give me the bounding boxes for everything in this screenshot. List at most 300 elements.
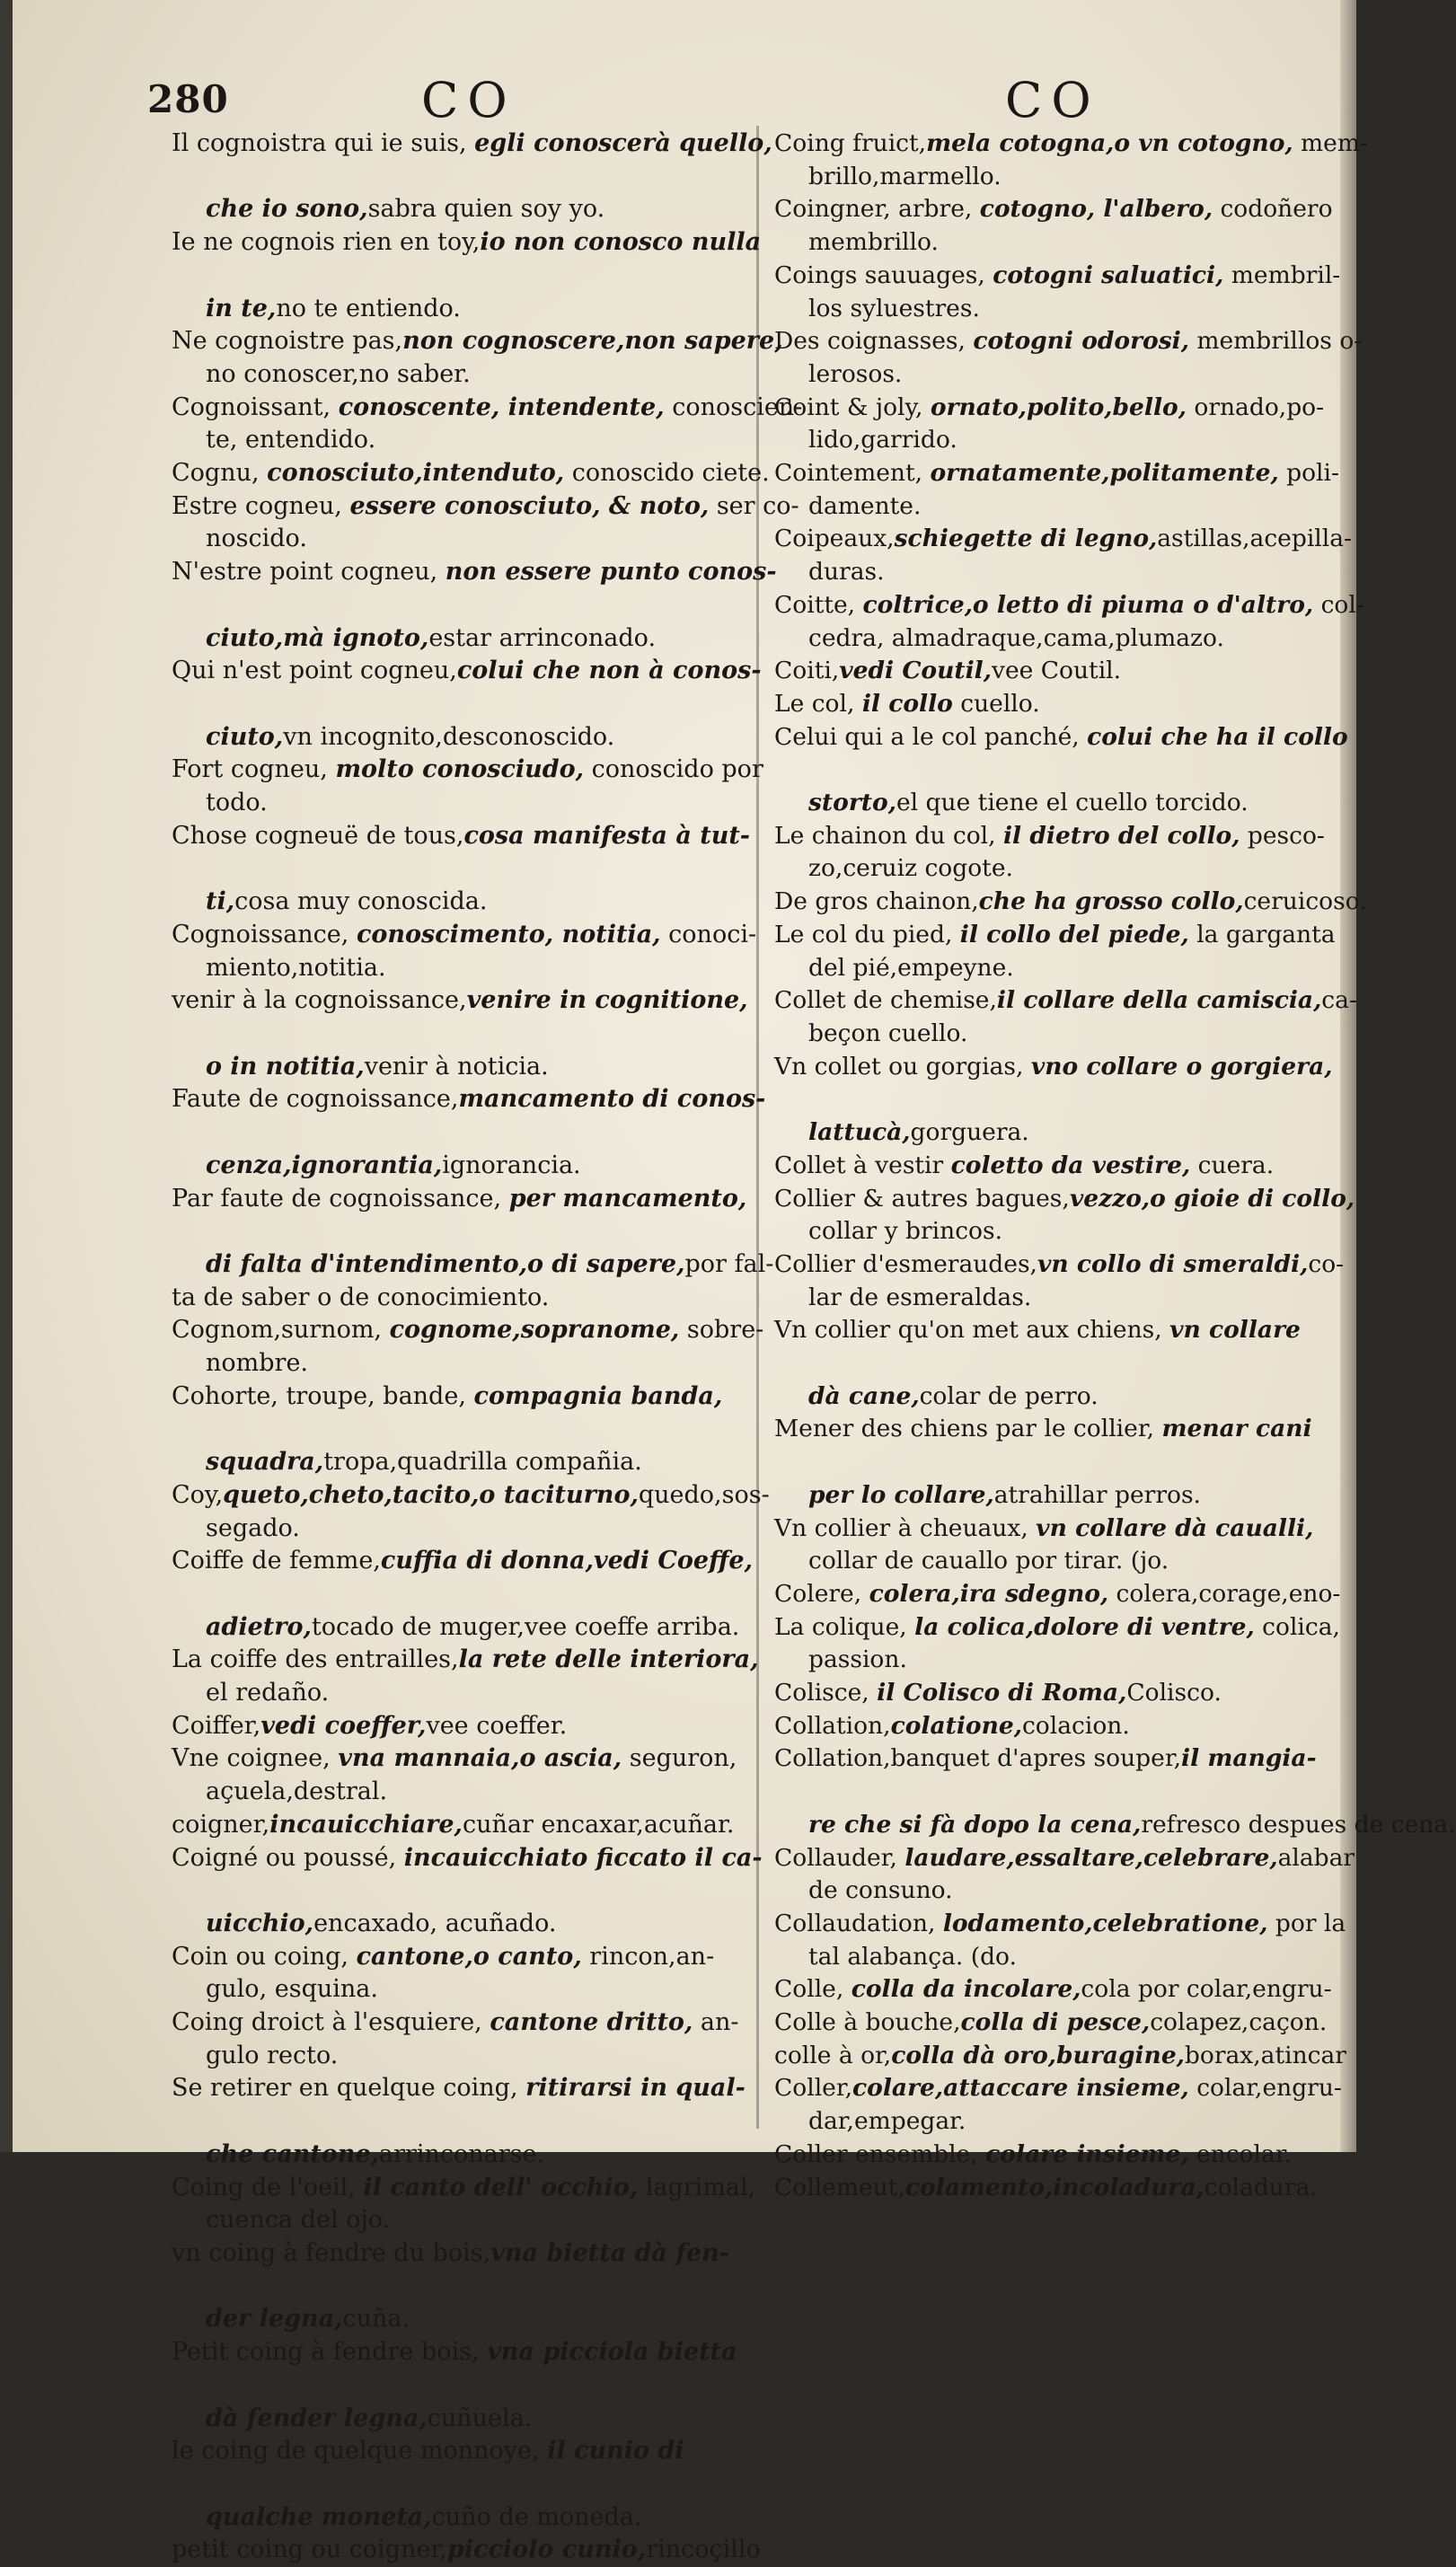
dictionary-entry bbox=[774, 128, 1368, 193]
entry-l2: seguron, bbox=[622, 1744, 737, 1773]
page-number: 280 bbox=[147, 77, 229, 121]
entry-l1: Vn collet ou gorgias, bbox=[774, 1052, 1031, 1081]
dictionary-entry bbox=[172, 1644, 759, 1709]
entry-l2: colera,corage,eno- bbox=[1108, 1579, 1341, 1608]
entry-l1: Ne cognoistre pas, bbox=[172, 327, 403, 356]
page-header bbox=[13, 72, 1356, 135]
entry-r: tropa,quadrilla compañia. bbox=[323, 1448, 642, 1477]
entry-r: de consuno. bbox=[808, 1876, 953, 1905]
entry-l1: Collemeut, bbox=[774, 2173, 905, 2201]
entry-r: lerosos. bbox=[808, 359, 903, 388]
entry-l2: cola por colar,engru- bbox=[1081, 1975, 1332, 2004]
entry-r: todo. bbox=[206, 789, 268, 817]
entry-r: el redaño. bbox=[206, 1679, 330, 1707]
dictionary-entry bbox=[774, 589, 1364, 655]
entry-i1: colla di pesce, bbox=[960, 2008, 1151, 2037]
entry-i1: vedi coeffer, bbox=[260, 1711, 427, 1740]
entry-r: estar arrinconado. bbox=[428, 623, 657, 652]
entry-l2: pesco- bbox=[1240, 821, 1325, 850]
right-column bbox=[774, 128, 1456, 2204]
entry-i1: vna picciola bietta bbox=[487, 2338, 737, 2367]
dictionary-entry bbox=[774, 1742, 1456, 1841]
dictionary-entry bbox=[172, 655, 762, 754]
entry-i1: compagnia banda, bbox=[473, 1381, 723, 1410]
entry-i1: vna bietta dà fen- bbox=[490, 2239, 729, 2267]
entry-l1: Cognu, bbox=[172, 459, 268, 488]
entry-r: el que tiene el cuello torcido. bbox=[896, 789, 1249, 817]
entry-i1: cantone,o canto, bbox=[356, 1942, 582, 1971]
dictionary-entry bbox=[172, 2534, 761, 2567]
dictionary-entry bbox=[172, 226, 762, 325]
entry-l1: Vn collier qu'on met aux chiens, bbox=[774, 1316, 1170, 1345]
entry-l1: Coing droict à l'esquiere, bbox=[172, 2008, 490, 2037]
dictionary-entry bbox=[172, 1083, 766, 1182]
left-column-heading: CO bbox=[421, 72, 516, 128]
entry-i1: colla dà oro,buragine, bbox=[891, 2041, 1185, 2069]
entry-l2: cuera. bbox=[1190, 1151, 1275, 1179]
entry-l2: coladura. bbox=[1204, 2173, 1318, 2201]
entry-i1: la rete delle interiora, bbox=[458, 1645, 759, 1674]
entry-i2: ciuto,mà ignoto, bbox=[206, 623, 429, 652]
entry-l1: Collier d'esmeraudes, bbox=[774, 1249, 1037, 1278]
entry-r: cuño de moneda. bbox=[431, 2502, 642, 2531]
entry-r: lido,garrido. bbox=[808, 426, 957, 454]
entry-r: encaxado, acuñado. bbox=[313, 1909, 557, 1937]
entry-i1: colamento,incoladura, bbox=[904, 2173, 1205, 2201]
entry-i1: vno collare o gorgiera, bbox=[1030, 1052, 1333, 1081]
dictionary-entry bbox=[774, 1710, 1336, 1743]
dictionary-entry bbox=[172, 325, 783, 391]
dictionary-entry bbox=[774, 1578, 1341, 1611]
entry-i2: ti, bbox=[206, 887, 235, 916]
entry-l2: membril- bbox=[1223, 260, 1341, 289]
dictionary-entry bbox=[172, 2237, 755, 2336]
dictionary-entry bbox=[172, 2336, 755, 2435]
dictionary-entry bbox=[172, 457, 770, 490]
entry-i1: il collare della camiscia, bbox=[996, 986, 1322, 1015]
entry-l1: Coy, bbox=[172, 1480, 224, 1509]
entry-l1: Faute de cognoissance, bbox=[172, 1085, 459, 1114]
entry-i1: colera,ira sdegno, bbox=[869, 1579, 1109, 1608]
entry-i1: cuffia di donna,vedi Coeffe, bbox=[380, 1547, 753, 1575]
entry-i2: adietro, bbox=[206, 1612, 312, 1641]
entry-i1: coletto da vestire, bbox=[950, 1151, 1191, 1179]
entry-l1: Fort cogneu, bbox=[172, 755, 336, 784]
entry-l1: Coings sauuages, bbox=[774, 260, 993, 289]
entry-l1: Colisce, bbox=[774, 1679, 878, 1707]
entry-l2: colacion. bbox=[1021, 1711, 1130, 1740]
entry-i1: vezzo,o gioie di collo, bbox=[1069, 1184, 1355, 1213]
entry-l2: cuñar encaxar,acuñar. bbox=[462, 1810, 735, 1839]
dictionary-entry bbox=[172, 2007, 755, 2072]
entry-i2: dà fender legna, bbox=[206, 2404, 428, 2432]
entry-l2: poli- bbox=[1278, 459, 1339, 488]
entry-i1: che ha grosso collo, bbox=[978, 887, 1244, 916]
entry-r: nombre. bbox=[206, 1349, 308, 1378]
entry-l2: colapez,caçon. bbox=[1150, 2008, 1328, 2037]
dictionary-entry bbox=[172, 392, 803, 457]
left-column bbox=[172, 128, 803, 2567]
dictionary-entry bbox=[172, 1183, 774, 1282]
entry-i1: mancamento di conos- bbox=[458, 1085, 766, 1114]
entry-r: refresco despues de cena. bbox=[1141, 1810, 1456, 1839]
entry-i1: il canto dell' occhio, bbox=[363, 2173, 639, 2201]
entry-l2: an- bbox=[693, 2008, 739, 2037]
entry-i2: di falta d'intendimento,o di sapere, bbox=[206, 1249, 685, 1278]
entry-l1: Petit coing à fendre bois, bbox=[172, 2338, 488, 2367]
entry-l1: Colle, bbox=[774, 1975, 852, 2004]
dictionary-entry bbox=[774, 1611, 1340, 1677]
column-divider bbox=[756, 126, 759, 2129]
entry-i1: cantone dritto, bbox=[490, 2008, 693, 2037]
entry-i1: venire in cognitione, bbox=[466, 986, 748, 1015]
entry-l2: rincoçillo bbox=[646, 2536, 761, 2564]
entry-r: cedra, almadraque,cama,plumazo. bbox=[808, 623, 1224, 652]
entry-l1: Collation, bbox=[774, 1711, 891, 1740]
entry-l2: encolar. bbox=[1188, 2139, 1292, 2168]
entry-l2: conoscido ciete. bbox=[564, 459, 770, 488]
entry-r: arrinconarse. bbox=[378, 2139, 545, 2168]
entry-l2: por la bbox=[1267, 1909, 1346, 1937]
entry-i1: schiegette di legno, bbox=[894, 525, 1158, 553]
entry-l1: Cointement, bbox=[774, 459, 931, 488]
entry-l1: Coller, bbox=[774, 2074, 853, 2103]
entry-i1: vn collare bbox=[1169, 1316, 1301, 1345]
dictionary-entry bbox=[774, 1908, 1346, 1973]
entry-l2: co- bbox=[1308, 1249, 1345, 1278]
entry-l1: Des coignasses, bbox=[774, 327, 974, 356]
entry-l1: Coipeaux, bbox=[774, 525, 895, 553]
entry-l1: N'estre point cogneu, bbox=[172, 558, 446, 587]
entry-r: brillo,marmello. bbox=[808, 162, 1002, 190]
entry-r: passion. bbox=[808, 1645, 907, 1674]
entry-i2: squadra, bbox=[206, 1448, 324, 1477]
dictionary-entry bbox=[774, 1314, 1336, 1413]
entry-i1: non essere punto conos- bbox=[445, 558, 777, 587]
entry-i1: il Colisco di Roma, bbox=[877, 1679, 1127, 1707]
entry-l1: colle à or, bbox=[774, 2041, 892, 2069]
entry-i1: il collo del piede, bbox=[959, 920, 1189, 948]
entry-i1: vn collare dà caualli, bbox=[1036, 1513, 1314, 1542]
dictionary-entry bbox=[172, 1545, 755, 1644]
entry-l1: Le col, bbox=[774, 689, 862, 718]
entry-l2: sobre- bbox=[679, 1316, 764, 1345]
entry-l1: Estre cogneu, bbox=[172, 491, 350, 520]
entry-l1: Coint & joly, bbox=[774, 393, 931, 421]
entry-r: no conoscer,no saber. bbox=[206, 359, 471, 388]
entry-l2: conoci- bbox=[660, 920, 757, 948]
entry-r: miento,notitia. bbox=[206, 953, 386, 982]
entry-l1: Cognoissance, bbox=[172, 920, 357, 948]
entry-i2: der legna, bbox=[206, 2305, 343, 2333]
entry-l1: Collaudation, bbox=[774, 1909, 943, 1937]
entry-l1: vn coing à fendre du bois, bbox=[172, 2239, 491, 2267]
entry-r: beçon cuello. bbox=[808, 1019, 968, 1047]
entry-l1: Le col du pied, bbox=[774, 920, 960, 948]
dictionary-entry bbox=[774, 655, 1336, 688]
dictionary-entry bbox=[172, 1282, 755, 1315]
dictionary-entry bbox=[774, 1248, 1345, 1314]
right-column-heading: CO bbox=[1005, 72, 1100, 128]
entry-r: tal alabança. (do. bbox=[808, 1942, 1017, 1971]
entry-i1: cognome,sopranome, bbox=[389, 1316, 680, 1345]
entry-i1: il cunio di bbox=[547, 2437, 684, 2466]
entry-r: noscido. bbox=[206, 525, 307, 553]
entry-l1: Coing de l'oeil, bbox=[172, 2173, 364, 2201]
entry-l2: ca- bbox=[1321, 986, 1357, 1015]
entry-l1: Cognom,surnom, bbox=[172, 1316, 390, 1345]
entry-l1: ta de saber o de conocimiento. bbox=[172, 1283, 550, 1311]
entry-i1: picciolo cunio, bbox=[446, 2536, 647, 2564]
dictionary-entry bbox=[172, 2435, 755, 2534]
entry-r: membrillo. bbox=[808, 228, 939, 257]
entry-l1: Se retirer en quelque coing, bbox=[172, 2074, 526, 2103]
entry-l1: Coing fruict, bbox=[774, 129, 927, 157]
dictionary-entry bbox=[172, 1842, 763, 1941]
dictionary-entry bbox=[774, 2072, 1342, 2138]
book-page bbox=[13, 0, 1456, 2564]
entry-i1: cotogni odorosi, bbox=[973, 327, 1189, 356]
entry-i1: laudare,essaltare,celebrare, bbox=[904, 1843, 1278, 1872]
entry-i1: molto conosciudo, bbox=[335, 755, 585, 784]
dictionary-entry bbox=[774, 1051, 1336, 1150]
entry-i1: ritirarsi in qual- bbox=[525, 2074, 746, 2103]
dictionary-entry bbox=[774, 193, 1336, 259]
entry-r: por fal- bbox=[684, 1249, 774, 1278]
entry-i1: incauicchiare, bbox=[269, 1810, 463, 1839]
entry-l1: La coiffe des entrailles, bbox=[172, 1645, 459, 1674]
entry-l2: ser co- bbox=[709, 491, 799, 520]
entry-l2: colica, bbox=[1254, 1612, 1340, 1641]
entry-i1: ornato,polito,bello, bbox=[930, 393, 1187, 421]
entry-i1: vn collo di smeraldi, bbox=[1037, 1249, 1309, 1278]
entry-i1: conoscente, intendente, bbox=[338, 393, 665, 421]
entry-i1: il mangia- bbox=[1181, 1744, 1317, 1773]
entry-i1: non cognoscere,non sapere, bbox=[402, 327, 783, 356]
entry-l1: Ie ne cognois rien en toy, bbox=[172, 228, 481, 257]
entry-l2: vee Coutil. bbox=[991, 657, 1122, 685]
entry-l1: Coller ensemble, bbox=[774, 2139, 986, 2168]
entry-i1: colui che ha il collo bbox=[1087, 722, 1348, 751]
entry-i2: o in notitia, bbox=[206, 1052, 365, 1081]
entry-i1: colare insieme, bbox=[985, 2139, 1189, 2168]
entry-i1: essere conosciuto, & noto, bbox=[349, 491, 710, 520]
entry-l1: Vne coignee, bbox=[172, 1744, 339, 1773]
entry-r: collar de cauallo por tirar. (jo. bbox=[808, 1547, 1169, 1575]
entry-l1: Par faute de cognoissance, bbox=[172, 1184, 509, 1213]
entry-l1: Collier & autres bagues, bbox=[774, 1184, 1070, 1213]
entry-i1: mela cotogna,o vn cotogno, bbox=[926, 129, 1293, 157]
scan-left-edge bbox=[0, 0, 13, 2152]
entry-l2: colar,engru- bbox=[1188, 2074, 1342, 2103]
entry-r: colar de perro. bbox=[919, 1381, 1099, 1410]
entry-i1: vna mannaia,o ascia, bbox=[338, 1744, 622, 1773]
dictionary-entry bbox=[172, 1381, 755, 1479]
entry-l2: mem- bbox=[1293, 129, 1368, 157]
entry-r: collar y brincos. bbox=[808, 1217, 1003, 1246]
entry-l2: membrillos o- bbox=[1188, 327, 1363, 356]
dictionary-entry bbox=[172, 1479, 770, 1545]
entry-l1: Collet à vestir bbox=[774, 1151, 951, 1179]
entry-l1: Coin ou coing, bbox=[172, 1942, 357, 1971]
entry-i2: re che si fà dopo la cena, bbox=[808, 1810, 1142, 1839]
entry-r: tocado de muger,vee coeffe arriba. bbox=[311, 1612, 740, 1641]
entry-l1: Celui qui a le col panché, bbox=[774, 722, 1088, 751]
entry-i1: conosciuto,intenduto, bbox=[267, 459, 565, 488]
entry-l1: Colle à bouche, bbox=[774, 2008, 961, 2037]
entry-i2: dà cane, bbox=[808, 1381, 920, 1410]
entry-r: atrahillar perros. bbox=[993, 1480, 1201, 1509]
entry-l1: Chose cogneuë de tous, bbox=[172, 821, 464, 850]
dictionary-entry bbox=[774, 919, 1336, 984]
dictionary-entry bbox=[774, 1973, 1336, 2007]
entry-i1: cotogni saluatici, bbox=[993, 260, 1224, 289]
entry-i2: qualche moneta, bbox=[206, 2502, 432, 2531]
entry-l2: borax,atincar bbox=[1184, 2041, 1346, 2069]
dictionary-entry bbox=[774, 2040, 1346, 2073]
entry-l2: col- bbox=[1313, 590, 1364, 619]
entry-l2: vee coeffer. bbox=[426, 1711, 568, 1740]
entry-l2: cuello. bbox=[952, 689, 1040, 718]
entry-l1: Vn collier à cheuaux, bbox=[774, 1513, 1037, 1542]
dictionary-entry bbox=[774, 1183, 1355, 1248]
entry-i1: il dietro del collo, bbox=[1002, 821, 1240, 850]
entry-i1: egli conoscerà quello, bbox=[474, 129, 772, 157]
entry-l1: Collauder, bbox=[774, 1843, 905, 1872]
entry-i1: queto,cheto,tacito,o taciturno, bbox=[223, 1480, 639, 1509]
dictionary-entry bbox=[774, 886, 1367, 919]
entry-l1: Le chainon du col, bbox=[774, 821, 1003, 850]
dictionary-entry bbox=[774, 820, 1336, 886]
entry-l2: codoñero bbox=[1213, 195, 1333, 224]
dictionary-entry bbox=[774, 2139, 1336, 2172]
entry-r: damente. bbox=[808, 491, 922, 520]
entry-i2: per lo collare, bbox=[808, 1480, 994, 1509]
entry-l1: De gros chainon, bbox=[774, 887, 979, 916]
entry-i2: storto, bbox=[808, 789, 896, 817]
dictionary-entry bbox=[172, 919, 755, 984]
entry-r: ignorancia. bbox=[442, 1151, 581, 1179]
dictionary-entry bbox=[172, 1710, 755, 1743]
entry-l1: Cognoissant, bbox=[172, 393, 339, 421]
dictionary-entry bbox=[172, 128, 772, 226]
entry-r: cuñuela. bbox=[427, 2404, 533, 2432]
entry-l1: Coiffer, bbox=[172, 1711, 261, 1740]
dictionary-entry bbox=[774, 2007, 1336, 2040]
entry-l1: Collet de chemise, bbox=[774, 986, 997, 1015]
dictionary-entry bbox=[774, 984, 1357, 1050]
entry-l1: La colique, bbox=[774, 1612, 915, 1641]
dictionary-entry bbox=[774, 392, 1336, 457]
entry-l1: Qui n'est point cogneu, bbox=[172, 657, 457, 685]
entry-i1: menar cani bbox=[1161, 1415, 1312, 1443]
entry-r: cosa muy conoscida. bbox=[234, 887, 488, 916]
entry-l1: Collation,banquet d'apres souper, bbox=[774, 1744, 1181, 1773]
dictionary-entry bbox=[774, 1150, 1336, 1183]
entry-r: no te entiendo. bbox=[276, 294, 461, 322]
entry-l2: lagrimal, bbox=[638, 2173, 756, 2201]
dictionary-entry bbox=[172, 1941, 755, 2007]
dictionary-entry bbox=[774, 1677, 1336, 1710]
entry-i1: lodamento,celebratione, bbox=[942, 1909, 1268, 1937]
dictionary-entry bbox=[774, 1513, 1336, 1578]
entry-l2: Colisco. bbox=[1126, 1679, 1222, 1707]
entry-r: los syluestres. bbox=[808, 294, 980, 322]
entry-r: açuela,destral. bbox=[206, 1777, 388, 1806]
entry-i1: il collo bbox=[861, 689, 953, 718]
entry-i2: che io sono, bbox=[206, 195, 368, 224]
entry-r: venir à noticia. bbox=[364, 1052, 549, 1081]
entry-i1: incauicchiato ficcato il ca- bbox=[403, 1843, 763, 1872]
entry-i1: colla da incolare, bbox=[851, 1975, 1081, 2004]
dictionary-entry bbox=[172, 2172, 755, 2237]
entry-i2: uicchio, bbox=[206, 1909, 314, 1937]
dictionary-entry bbox=[172, 1314, 764, 1380]
entry-l1: Colere, bbox=[774, 1579, 869, 1608]
entry-r: cuña. bbox=[342, 2305, 410, 2333]
entry-l2: ornado,po- bbox=[1186, 393, 1325, 421]
entry-l1: Il cognoistra qui ie suis, bbox=[172, 129, 475, 157]
entry-l1: petit coing ou coigner, bbox=[172, 2536, 447, 2564]
dictionary-entry bbox=[774, 457, 1339, 523]
entry-l2: ceruicoso. bbox=[1243, 887, 1367, 916]
entry-r: segado. bbox=[206, 1513, 300, 1542]
entry-i1: ornatamente,politamente, bbox=[930, 459, 1279, 488]
dictionary-entry bbox=[172, 1742, 755, 1808]
entry-i2: ciuto, bbox=[206, 722, 284, 751]
entry-i1: colatione, bbox=[890, 1711, 1022, 1740]
entry-i1: io non conosco nulla bbox=[480, 228, 762, 257]
entry-i1: cosa manifesta à tut- bbox=[463, 821, 751, 850]
entry-l1: coigner, bbox=[172, 1810, 270, 1839]
entry-l1: Cohorte, troupe, bande, bbox=[172, 1381, 474, 1410]
entry-r: duras. bbox=[808, 558, 885, 587]
dictionary-entry bbox=[172, 754, 763, 819]
entry-l1: venir à la cognoissance, bbox=[172, 986, 467, 1015]
entry-l2: alabar bbox=[1277, 1843, 1355, 1872]
dictionary-entry bbox=[774, 523, 1353, 588]
dictionary-entry bbox=[172, 820, 755, 919]
entry-i1: conoscimento, notitia, bbox=[356, 920, 661, 948]
dictionary-entry bbox=[774, 1842, 1355, 1908]
entry-r: gulo, esquina. bbox=[206, 1975, 378, 2004]
entry-i2: in te, bbox=[206, 294, 277, 322]
entry-l2: rincon,an- bbox=[581, 1942, 715, 1971]
entry-l1: Coitte, bbox=[774, 590, 863, 619]
entry-l1: le coing de quelque monnoye, bbox=[172, 2437, 548, 2466]
entry-i1: colare,attaccare insieme, bbox=[852, 2074, 1189, 2103]
entry-l2: quedo,sos- bbox=[638, 1480, 770, 1509]
entry-l1: Mener des chiens par le collier, bbox=[774, 1415, 1162, 1443]
entry-i1: per mancamento, bbox=[508, 1184, 747, 1213]
entry-l1: Coiffe de femme, bbox=[172, 1547, 381, 1575]
entry-i2: cenza,ignorantia, bbox=[206, 1151, 443, 1179]
entry-r: del pié,empeyne. bbox=[808, 953, 1014, 982]
entry-l2: conoscido por bbox=[584, 755, 763, 784]
entry-l1: Coigné ou poussé, bbox=[172, 1843, 404, 1872]
entry-i2: che cantone, bbox=[206, 2139, 379, 2168]
dictionary-entry bbox=[774, 688, 1336, 721]
entry-l1: Coingner, arbre, bbox=[774, 195, 980, 224]
entry-r: te, entendido. bbox=[206, 426, 376, 454]
dictionary-entry bbox=[172, 1809, 755, 1842]
entry-i1: la colica,dolore di ventre, bbox=[914, 1612, 1255, 1641]
dictionary-entry bbox=[172, 490, 799, 556]
entry-r: gulo recto. bbox=[206, 2041, 339, 2069]
entry-i1: vedi Coutil, bbox=[839, 657, 992, 685]
entry-r: vn incognito,desconoscido. bbox=[283, 722, 615, 751]
dictionary-entry bbox=[774, 260, 1341, 325]
